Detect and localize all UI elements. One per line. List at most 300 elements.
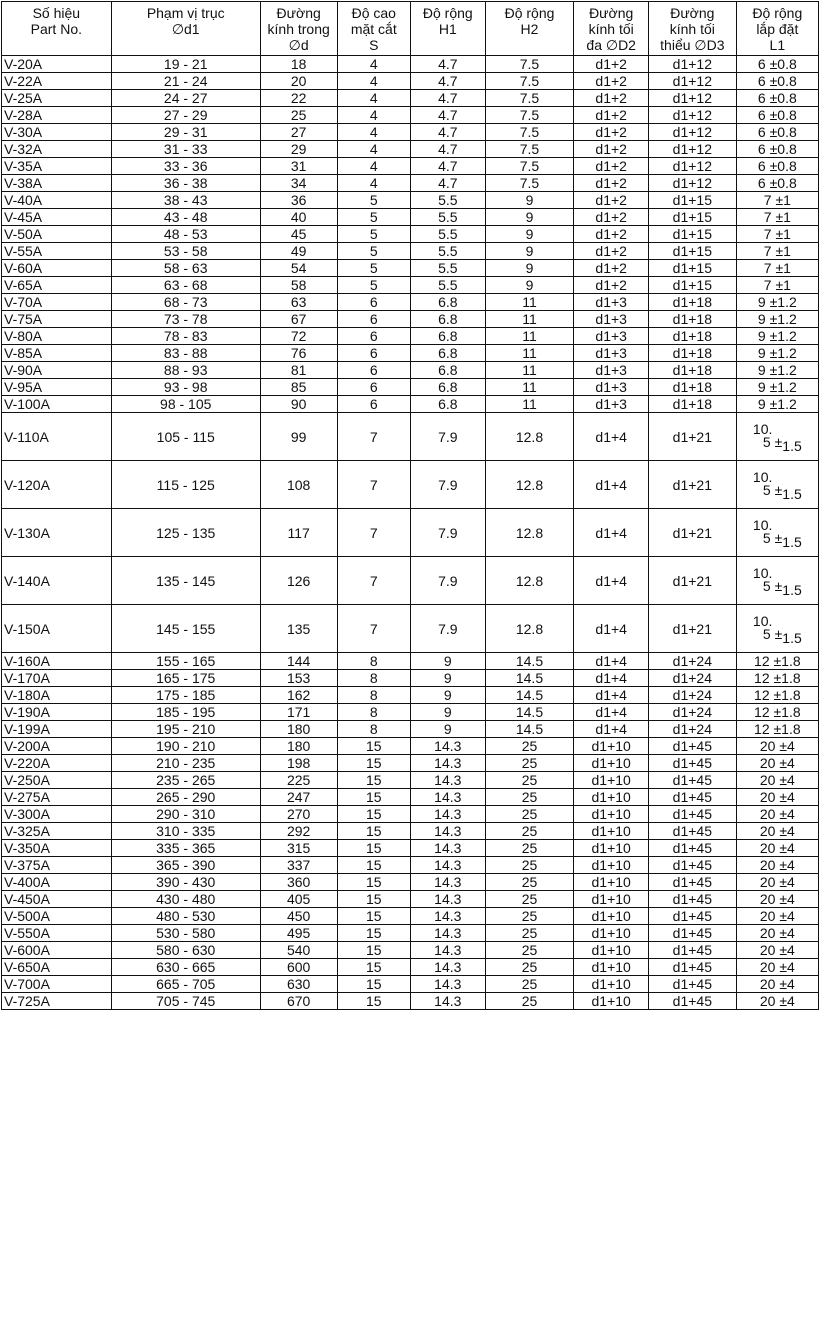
part-no-cell: V-30A: [2, 124, 112, 141]
width-h1-cell: 4.7: [411, 141, 486, 158]
part-no-cell: V-95A: [2, 379, 112, 396]
min-diameter-cell: d1+15: [648, 226, 736, 243]
width-h2-cell: 7.5: [485, 141, 574, 158]
width-h1-cell: 9: [411, 704, 486, 721]
table-row: [2, 362, 819, 379]
shaft-range-cell: 125 - 135: [111, 509, 260, 557]
install-width-bottom: [753, 530, 802, 550]
width-h1-cell: 5.5: [411, 192, 486, 209]
part-no-cell: V-400A: [2, 874, 112, 891]
part-no-cell: V-35A: [2, 158, 112, 175]
install-width-cell: 7 ±1: [736, 243, 818, 260]
min-diameter-cell: d1+15: [648, 277, 736, 294]
install-width-cell: 12 ±1.8: [736, 670, 818, 687]
inner-diameter-cell: 54: [260, 260, 337, 277]
width-h1-cell: 9: [411, 653, 486, 670]
table-row: [2, 260, 819, 277]
install-width-base: 5 ±: [762, 530, 783, 546]
section-height-cell: 5: [337, 192, 410, 209]
width-h1-cell: 9: [411, 670, 486, 687]
max-diameter-cell: d1+3: [574, 345, 649, 362]
max-diameter-cell: d1+10: [574, 789, 649, 806]
section-height-cell: 7: [337, 557, 410, 605]
shaft-range-cell: 105 - 115: [111, 413, 260, 461]
table-row: [2, 874, 819, 891]
shaft-range-cell: 390 - 430: [111, 874, 260, 891]
max-diameter-cell: d1+10: [574, 925, 649, 942]
shaft-range-cell: 48 - 53: [111, 226, 260, 243]
table-row: [2, 56, 819, 73]
table-row: [2, 755, 819, 772]
shaft-range-cell: 210 - 235: [111, 755, 260, 772]
table-row: [2, 959, 819, 976]
spec-table-body: [2, 56, 819, 1010]
section-height-cell: 15: [337, 806, 410, 823]
table-row: [2, 413, 819, 461]
install-width-tolerance: 1.5: [782, 486, 802, 502]
table-row: [2, 925, 819, 942]
width-h1-cell: 9: [411, 687, 486, 704]
min-diameter-cell: d1+24: [648, 704, 736, 721]
inner-diameter-cell: 153: [260, 670, 337, 687]
table-row: [2, 908, 819, 925]
part-no-cell: V-40A: [2, 192, 112, 209]
install-width-cell: 20 ±4: [736, 925, 818, 942]
width-h2-cell: 7.5: [485, 175, 574, 192]
width-h1-cell: 14.3: [411, 857, 486, 874]
table-row: [2, 670, 819, 687]
part-no-cell: V-180A: [2, 687, 112, 704]
max-diameter-cell: d1+4: [574, 557, 649, 605]
width-h2-cell: 25: [485, 908, 574, 925]
install-width-cell: 9 ±1.2: [736, 294, 818, 311]
inner-diameter-cell: 76: [260, 345, 337, 362]
min-diameter-cell: d1+45: [648, 908, 736, 925]
shaft-range-cell: 580 - 630: [111, 942, 260, 959]
header-install-width: Độ rộng lắp đặt L1: [736, 2, 818, 56]
inner-diameter-cell: 135: [260, 605, 337, 653]
width-h1-cell: 4.7: [411, 124, 486, 141]
part-no-cell: V-38A: [2, 175, 112, 192]
min-diameter-cell: d1+21: [648, 605, 736, 653]
shaft-range-cell: 365 - 390: [111, 857, 260, 874]
max-diameter-cell: d1+2: [574, 260, 649, 277]
install-width-cell: 20 ±4: [736, 806, 818, 823]
width-h1-cell: 6.8: [411, 311, 486, 328]
section-height-cell: 15: [337, 976, 410, 993]
install-width-cell: 7 ±1: [736, 277, 818, 294]
install-width-value: [752, 421, 802, 454]
install-width-cell: 12 ±1.8: [736, 721, 818, 738]
min-diameter-cell: d1+12: [648, 141, 736, 158]
width-h2-cell: 25: [485, 806, 574, 823]
table-row: [2, 192, 819, 209]
width-h2-cell: 12.8: [485, 605, 574, 653]
inner-diameter-cell: 67: [260, 311, 337, 328]
shaft-range-cell: 36 - 38: [111, 175, 260, 192]
width-h1-cell: 6.8: [411, 294, 486, 311]
shaft-range-cell: 195 - 210: [111, 721, 260, 738]
table-row: [2, 806, 819, 823]
shaft-range-cell: 21 - 24: [111, 73, 260, 90]
shaft-range-cell: 630 - 665: [111, 959, 260, 976]
shaft-range-cell: 175 - 185: [111, 687, 260, 704]
install-width-cell: 6 ±0.8: [736, 141, 818, 158]
section-height-cell: 4: [337, 107, 410, 124]
width-h2-cell: 25: [485, 823, 574, 840]
section-height-cell: 5: [337, 209, 410, 226]
width-h1-cell: 14.3: [411, 874, 486, 891]
shaft-range-cell: 31 - 33: [111, 141, 260, 158]
max-diameter-cell: d1+2: [574, 124, 649, 141]
inner-diameter-cell: 27: [260, 124, 337, 141]
shaft-range-cell: 480 - 530: [111, 908, 260, 925]
max-diameter-cell: d1+4: [574, 721, 649, 738]
max-diameter-cell: d1+3: [574, 362, 649, 379]
inner-diameter-cell: 315: [260, 840, 337, 857]
section-height-cell: 15: [337, 942, 410, 959]
shaft-range-cell: 155 - 165: [111, 653, 260, 670]
section-height-cell: 15: [337, 789, 410, 806]
install-width-cell: 9 ±1.2: [736, 379, 818, 396]
part-no-cell: V-55A: [2, 243, 112, 260]
install-width-cell: 6 ±0.8: [736, 158, 818, 175]
inner-diameter-cell: 40: [260, 209, 337, 226]
shaft-range-cell: 24 - 27: [111, 90, 260, 107]
width-h2-cell: 9: [485, 226, 574, 243]
header-section-height: Độ cao mặt cắt S: [337, 2, 410, 56]
max-diameter-cell: d1+3: [574, 311, 649, 328]
shaft-range-cell: 73 - 78: [111, 311, 260, 328]
width-h2-cell: 14.5: [485, 653, 574, 670]
table-row: [2, 509, 819, 557]
width-h1-cell: 5.5: [411, 260, 486, 277]
install-width-base: 5 ±: [762, 434, 783, 450]
header-width-h2: Độ rộng H2: [485, 2, 574, 56]
section-height-cell: 8: [337, 687, 410, 704]
inner-diameter-cell: 180: [260, 721, 337, 738]
width-h2-cell: 25: [485, 857, 574, 874]
section-height-cell: 15: [337, 908, 410, 925]
part-no-cell: V-140A: [2, 557, 112, 605]
section-height-cell: 4: [337, 73, 410, 90]
width-h2-cell: 25: [485, 942, 574, 959]
part-no-cell: V-28A: [2, 107, 112, 124]
install-width-cell: 20 ±4: [736, 823, 818, 840]
install-width-cell: 20 ±4: [736, 772, 818, 789]
max-diameter-cell: d1+10: [574, 772, 649, 789]
install-width-cell: 6 ±0.8: [736, 56, 818, 73]
shaft-range-cell: 705 - 745: [111, 993, 260, 1010]
install-width-value: [752, 469, 802, 502]
inner-diameter-cell: 58: [260, 277, 337, 294]
width-h2-cell: 14.5: [485, 687, 574, 704]
min-diameter-cell: d1+45: [648, 942, 736, 959]
part-no-cell: V-90A: [2, 362, 112, 379]
part-no-cell: V-160A: [2, 653, 112, 670]
width-h1-cell: 14.3: [411, 908, 486, 925]
inner-diameter-cell: 22: [260, 90, 337, 107]
min-diameter-cell: d1+45: [648, 993, 736, 1010]
max-diameter-cell: d1+2: [574, 56, 649, 73]
section-height-cell: 15: [337, 755, 410, 772]
part-no-cell: V-25A: [2, 90, 112, 107]
section-height-cell: 5: [337, 226, 410, 243]
part-no-cell: V-650A: [2, 959, 112, 976]
header-inner-diameter: Đường kính trong ∅d: [260, 2, 337, 56]
width-h2-cell: 11: [485, 379, 574, 396]
shaft-range-cell: 98 - 105: [111, 396, 260, 413]
part-no-cell: V-350A: [2, 840, 112, 857]
install-width-cell: 12 ±1.8: [736, 687, 818, 704]
max-diameter-cell: d1+4: [574, 670, 649, 687]
install-width-cell: 20 ±4: [736, 755, 818, 772]
install-width-cell: 20 ±4: [736, 976, 818, 993]
min-diameter-cell: d1+18: [648, 396, 736, 413]
header-part-no: Số hiệu Part No.: [2, 2, 112, 56]
min-diameter-cell: d1+15: [648, 243, 736, 260]
shaft-range-cell: 33 - 36: [111, 158, 260, 175]
width-h1-cell: 7.9: [411, 605, 486, 653]
section-height-cell: 5: [337, 243, 410, 260]
install-width-base: 5 ±: [762, 578, 783, 594]
section-height-cell: 7: [337, 413, 410, 461]
max-diameter-cell: d1+4: [574, 461, 649, 509]
width-h1-cell: 6.8: [411, 379, 486, 396]
section-height-cell: 15: [337, 738, 410, 755]
part-no-cell: V-600A: [2, 942, 112, 959]
install-width-cell: 6 ±0.8: [736, 73, 818, 90]
install-width-bottom: [753, 434, 802, 454]
table-row: [2, 772, 819, 789]
max-diameter-cell: d1+10: [574, 908, 649, 925]
part-no-cell: V-100A: [2, 396, 112, 413]
table-row: [2, 328, 819, 345]
table-row: [2, 396, 819, 413]
max-diameter-cell: d1+10: [574, 857, 649, 874]
max-diameter-cell: d1+3: [574, 294, 649, 311]
inner-diameter-cell: 20: [260, 73, 337, 90]
install-width-bottom: [753, 626, 802, 646]
section-height-cell: 8: [337, 704, 410, 721]
inner-diameter-cell: 108: [260, 461, 337, 509]
table-row: [2, 73, 819, 90]
width-h1-cell: 7.9: [411, 509, 486, 557]
min-diameter-cell: d1+18: [648, 379, 736, 396]
table-row: [2, 789, 819, 806]
max-diameter-cell: d1+4: [574, 605, 649, 653]
install-width-cell: 20 ±4: [736, 942, 818, 959]
part-no-cell: V-65A: [2, 277, 112, 294]
install-width-cell: 6 ±0.8: [736, 175, 818, 192]
max-diameter-cell: d1+2: [574, 158, 649, 175]
width-h1-cell: 6.8: [411, 345, 486, 362]
min-diameter-cell: d1+12: [648, 175, 736, 192]
part-no-cell: V-450A: [2, 891, 112, 908]
max-diameter-cell: d1+10: [574, 738, 649, 755]
inner-diameter-cell: 90: [260, 396, 337, 413]
shaft-range-cell: 335 - 365: [111, 840, 260, 857]
install-width-cell: 12 ±1.8: [736, 704, 818, 721]
min-diameter-cell: d1+15: [648, 192, 736, 209]
width-h1-cell: 14.3: [411, 993, 486, 1010]
min-diameter-cell: d1+24: [648, 721, 736, 738]
install-width-cell: 7 ±1: [736, 260, 818, 277]
width-h1-cell: 4.7: [411, 90, 486, 107]
shaft-range-cell: 38 - 43: [111, 192, 260, 209]
width-h1-cell: 6.8: [411, 396, 486, 413]
table-row: [2, 141, 819, 158]
max-diameter-cell: d1+10: [574, 976, 649, 993]
section-height-cell: 4: [337, 158, 410, 175]
install-width-cell: 12 ±1.8: [736, 653, 818, 670]
table-row: [2, 243, 819, 260]
max-diameter-cell: d1+10: [574, 823, 649, 840]
width-h2-cell: 9: [485, 243, 574, 260]
width-h2-cell: 11: [485, 311, 574, 328]
table-row: [2, 158, 819, 175]
install-width-cell: 6 ±0.8: [736, 124, 818, 141]
install-width-tolerance: 1.5: [782, 630, 802, 646]
inner-diameter-cell: 49: [260, 243, 337, 260]
shaft-range-cell: 53 - 58: [111, 243, 260, 260]
max-diameter-cell: d1+2: [574, 226, 649, 243]
inner-diameter-cell: 337: [260, 857, 337, 874]
section-height-cell: 6: [337, 328, 410, 345]
min-diameter-cell: d1+18: [648, 311, 736, 328]
max-diameter-cell: d1+2: [574, 209, 649, 226]
install-width-cell: 9 ±1.2: [736, 345, 818, 362]
part-no-cell: V-170A: [2, 670, 112, 687]
width-h2-cell: 7.5: [485, 90, 574, 107]
table-row: [2, 461, 819, 509]
width-h2-cell: 9: [485, 277, 574, 294]
width-h2-cell: 25: [485, 789, 574, 806]
width-h1-cell: 14.3: [411, 942, 486, 959]
max-diameter-cell: d1+2: [574, 107, 649, 124]
part-no-cell: V-200A: [2, 738, 112, 755]
inner-diameter-cell: 270: [260, 806, 337, 823]
install-width-cell: 7 ±1: [736, 209, 818, 226]
width-h2-cell: 25: [485, 993, 574, 1010]
header-max-diameter: Đường kính tối đa ∅D2: [574, 2, 649, 56]
section-height-cell: 4: [337, 124, 410, 141]
header-shaft-range: Phạm vị trục ∅d1: [111, 2, 260, 56]
max-diameter-cell: d1+2: [574, 73, 649, 90]
min-diameter-cell: d1+18: [648, 345, 736, 362]
table-row: [2, 976, 819, 993]
install-width-base: 5 ±: [762, 482, 783, 498]
min-diameter-cell: d1+18: [648, 362, 736, 379]
min-diameter-cell: d1+24: [648, 653, 736, 670]
width-h1-cell: 14.3: [411, 976, 486, 993]
shaft-range-cell: 185 - 195: [111, 704, 260, 721]
table-row: [2, 345, 819, 362]
install-width-cell: 20 ±4: [736, 857, 818, 874]
shaft-range-cell: 430 - 480: [111, 891, 260, 908]
install-width-value: [752, 517, 802, 550]
inner-diameter-cell: 162: [260, 687, 337, 704]
width-h2-cell: 11: [485, 328, 574, 345]
width-h1-cell: 5.5: [411, 209, 486, 226]
width-h2-cell: 11: [485, 345, 574, 362]
max-diameter-cell: d1+10: [574, 891, 649, 908]
shaft-range-cell: 145 - 155: [111, 605, 260, 653]
shaft-range-cell: 43 - 48: [111, 209, 260, 226]
width-h2-cell: 25: [485, 840, 574, 857]
install-width-cell: 20 ±4: [736, 908, 818, 925]
width-h2-cell: 11: [485, 294, 574, 311]
section-height-cell: 8: [337, 653, 410, 670]
width-h2-cell: 7.5: [485, 107, 574, 124]
spec-table: [1, 1, 819, 1010]
section-height-cell: 7: [337, 605, 410, 653]
inner-diameter-cell: 600: [260, 959, 337, 976]
max-diameter-cell: d1+3: [574, 396, 649, 413]
inner-diameter-cell: 34: [260, 175, 337, 192]
section-height-cell: 6: [337, 396, 410, 413]
width-h2-cell: 25: [485, 772, 574, 789]
min-diameter-cell: d1+45: [648, 755, 736, 772]
inner-diameter-cell: 25: [260, 107, 337, 124]
shaft-range-cell: 310 - 335: [111, 823, 260, 840]
width-h2-cell: 25: [485, 925, 574, 942]
inner-diameter-cell: 247: [260, 789, 337, 806]
max-diameter-cell: d1+2: [574, 141, 649, 158]
max-diameter-cell: d1+10: [574, 942, 649, 959]
table-row: [2, 209, 819, 226]
min-diameter-cell: d1+12: [648, 124, 736, 141]
min-diameter-cell: d1+15: [648, 209, 736, 226]
shaft-range-cell: 235 - 265: [111, 772, 260, 789]
width-h1-cell: 14.3: [411, 806, 486, 823]
part-no-cell: V-220A: [2, 755, 112, 772]
width-h1-cell: 14.3: [411, 823, 486, 840]
width-h2-cell: 25: [485, 891, 574, 908]
table-row: [2, 90, 819, 107]
width-h2-cell: 9: [485, 209, 574, 226]
table-row: [2, 823, 819, 840]
width-h2-cell: 11: [485, 396, 574, 413]
min-diameter-cell: d1+21: [648, 461, 736, 509]
section-height-cell: 6: [337, 362, 410, 379]
min-diameter-cell: d1+21: [648, 509, 736, 557]
install-width-cell: [736, 413, 818, 461]
install-width-tolerance: 1.5: [782, 534, 802, 550]
width-h2-cell: 14.5: [485, 704, 574, 721]
table-row: [2, 124, 819, 141]
table-row: [2, 857, 819, 874]
part-no-cell: V-275A: [2, 789, 112, 806]
width-h2-cell: 9: [485, 260, 574, 277]
part-no-cell: V-110A: [2, 413, 112, 461]
max-diameter-cell: d1+4: [574, 704, 649, 721]
part-no-cell: V-199A: [2, 721, 112, 738]
min-diameter-cell: d1+12: [648, 90, 736, 107]
header-min-diameter: Đường kính tối thiểu ∅D3: [648, 2, 736, 56]
min-diameter-cell: d1+45: [648, 925, 736, 942]
width-h1-cell: 14.3: [411, 738, 486, 755]
part-no-cell: V-190A: [2, 704, 112, 721]
inner-diameter-cell: 171: [260, 704, 337, 721]
install-width-bottom: [753, 482, 802, 502]
install-width-cell: 6 ±0.8: [736, 90, 818, 107]
max-diameter-cell: d1+2: [574, 243, 649, 260]
table-row: [2, 687, 819, 704]
min-diameter-cell: d1+45: [648, 772, 736, 789]
min-diameter-cell: d1+24: [648, 670, 736, 687]
max-diameter-cell: d1+4: [574, 653, 649, 670]
